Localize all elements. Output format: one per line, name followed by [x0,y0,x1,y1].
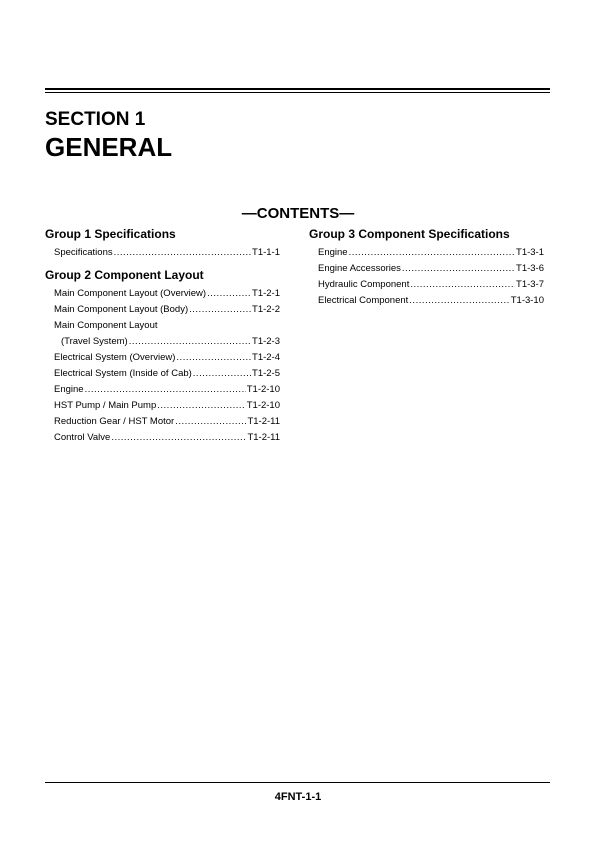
toc-entry-label: Hydraulic Component [318,279,410,290]
toc-leader-dots [409,293,509,309]
toc-entry-page: T1-3-1 [516,247,544,258]
toc-entry[interactable] [309,293,544,309]
toc-entry-label: Engine [54,384,84,395]
toc-leader-dots [189,302,251,318]
toc-entry-page: T1-2-3 [252,336,280,347]
toc-entry-label: Main Component Layout (Body) [54,304,189,315]
toc-leader-dots [349,245,515,261]
toc-leader-dots [410,277,515,293]
toc-entry[interactable] [45,382,280,398]
toc-entry-page: T1-2-4 [252,352,280,363]
toc-leader-dots [85,382,246,398]
toc-leader-dots [402,261,515,277]
toc-group-1 [45,226,280,261]
toc-entry-label: Control Valve [54,432,111,443]
toc-entry-label: Engine [318,247,348,258]
toc-entry[interactable] [45,334,280,350]
toc-entry-page: T1-1-1 [252,247,280,258]
toc-entry[interactable] [45,286,280,302]
toc-entry-label: HST Pump / Main Pump [54,400,157,411]
toc-entry[interactable] [309,277,544,293]
toc-entry-page: T1-3-6 [516,263,544,274]
section-label: SECTION 1 [45,109,146,130]
toc-entry-page: T1-2-1 [252,288,280,299]
toc-entry[interactable] [309,261,544,277]
toc-entry-page: T1-2-5 [252,368,280,379]
contents-heading: —CONTENTS— [241,205,355,222]
toc-entry-label: Engine Accessories [318,263,401,274]
toc-entry-page: T1-3-7 [516,279,544,290]
toc-entry-label: Specifications [54,247,113,258]
header-rule-thick [45,88,550,90]
page-footer-id: 4FNT-1-1 [274,791,322,803]
toc-leader-dots [175,414,246,430]
toc-entry-page: T1-2-11 [247,416,280,427]
toc-entry-page: T1-2-11 [247,432,280,443]
group-heading: Group 2 Component Layout [45,268,204,282]
toc-entry-label: Electrical Component [318,295,409,306]
toc-entry-label: Electrical System (Overview) [54,352,176,363]
header-rule-thin [45,92,550,93]
toc-entry[interactable] [45,366,280,382]
toc-entry[interactable] [45,414,280,430]
toc-entry-label: Main Component Layout (Overview) [54,288,207,299]
toc-entry[interactable] [45,430,280,446]
toc-entry[interactable] [45,245,280,261]
toc-leader-dots [129,334,251,350]
group-heading: Group 1 Specifications [45,227,176,241]
toc-entry-page: T1-2-2 [252,304,280,315]
toc-entry-page: T1-2-10 [246,400,280,411]
toc-leader-dots [207,286,251,302]
toc-entry-label: Electrical System (Inside of Cab) [54,368,192,379]
footer-rule [45,782,550,783]
toc-entry-label: Reduction Gear / HST Motor [54,416,175,427]
toc-leader-dots [176,350,251,366]
toc-leader-dots [111,430,246,446]
toc-entry[interactable] [45,302,280,318]
toc-leader-dots [114,245,251,261]
toc-entry-label-line1[interactable]: Main Component Layout [54,320,158,331]
toc-entry[interactable] [45,350,280,366]
toc-entry-page: T1-2-10 [246,384,280,395]
toc-entry[interactable] [309,245,544,261]
toc-group-3 [309,226,544,309]
section-title: GENERAL [45,132,173,162]
toc-entry[interactable] [45,398,280,414]
toc-column-left [45,226,280,452]
toc-leader-dots [157,398,245,414]
toc-column-right [309,226,544,315]
toc-entry-page: T1-3-10 [510,295,544,306]
toc-group-2 [45,267,280,446]
toc-leader-dots [193,366,251,382]
toc-entry-label: (Travel System) [61,336,128,347]
group-heading: Group 3 Component Specifications [309,227,510,241]
